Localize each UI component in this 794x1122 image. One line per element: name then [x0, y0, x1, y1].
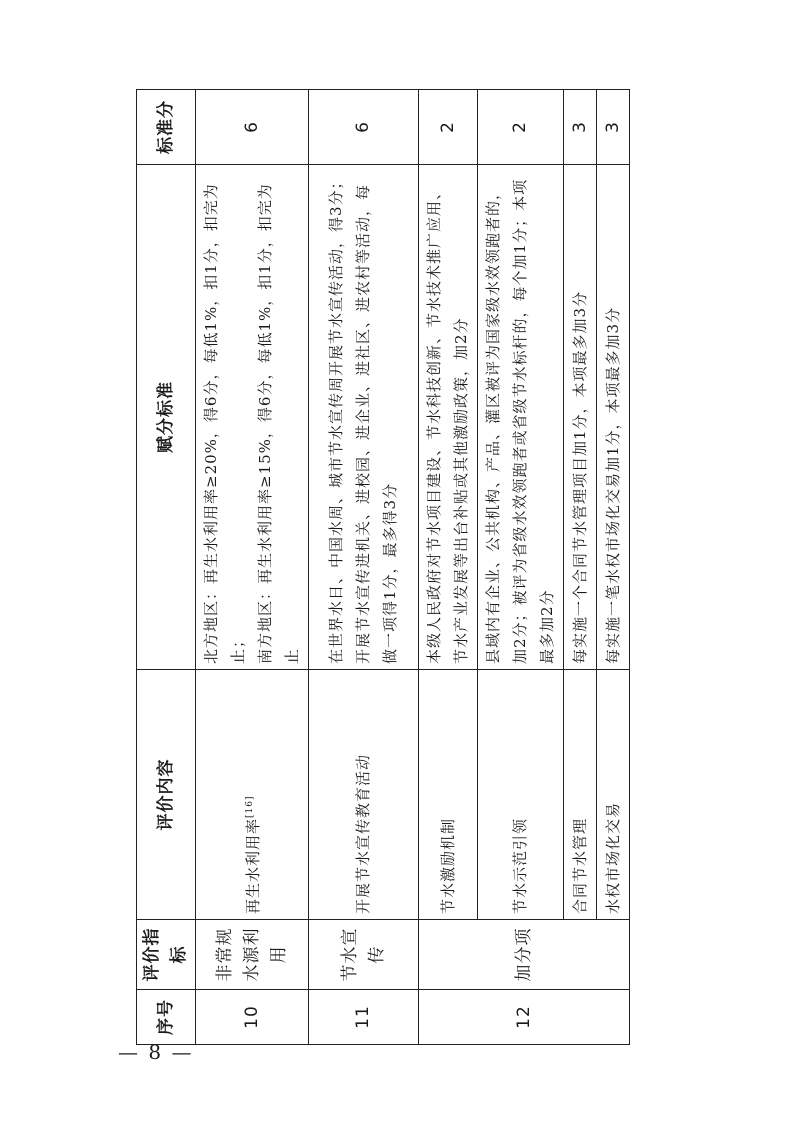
table-row-12b: [478, 90, 564, 1045]
row10-score: 6: [196, 90, 309, 165]
header-indicator: 评价指标: [137, 920, 196, 990]
header-criteria: 赋分标准: [137, 165, 196, 670]
page-number: — 8 —: [118, 1040, 194, 1064]
row11-criteria: [309, 165, 419, 670]
rotated-table-wrapper: [136, 90, 623, 1045]
row12-criteria-4: 每实施一笔水权市场化交易加1分，本项最多加3分: [597, 165, 630, 670]
row12-indicator: 加分项: [419, 920, 630, 990]
row11-content: 开展节水宣传教育活动: [309, 670, 419, 920]
row12-content-2: 节水示范引领: [478, 670, 564, 920]
row12-score-1: 2: [419, 90, 478, 165]
row12-score-4: 3: [597, 90, 630, 165]
evaluation-table: [136, 89, 630, 1045]
row10-indicator: 非常规水源利用: [196, 920, 309, 990]
row10-no: 10: [196, 990, 309, 1045]
row10-content-ref: [16]: [245, 795, 255, 818]
row12-content-1: 节水激励机制: [419, 670, 478, 920]
row10-criteria-south: 南方地区：再生水利用率≥15%，得6分，每低1%，扣1分，扣完为止: [256, 183, 301, 664]
row11-criteria-2: 开展节水宣传进机关、进校园、进企业、进社区、进农村等活动，每做一项得1分，最多得3分: [354, 183, 399, 664]
row12-criteria-3: 每实施一个合同节水管理项目加1分，本项最多加3分: [564, 165, 597, 670]
table-row-10: [196, 90, 309, 1045]
row12-content-3: 合同节水管理: [564, 670, 597, 920]
row12-score-2: 2: [478, 90, 564, 165]
table-row-11: [309, 90, 419, 1045]
row12-content-4: 水权市场化交易: [597, 670, 630, 920]
row11-no: 11: [309, 990, 419, 1045]
row10-criteria-north: 北方地区：再生水利用率≥20%，得6分，每低1%，扣1分，扣完为止；: [202, 183, 247, 664]
row12-score-3: 3: [564, 90, 597, 165]
row10-content-cell: [196, 670, 309, 920]
row10-criteria: [196, 165, 309, 670]
row12-criteria-2: 县域内有企业、公共机构、产品、灌区被评为国家级水效领跑者的，加2分；被评为省级水效领跑者或省级节水标杆的，每个加1分；本项最多加2分: [478, 165, 564, 670]
row10-content: 再生水利用率: [244, 817, 262, 914]
row12-criteria-1: 本级人民政府对节水项目建设、节水科技创新、节水技术推广应用、节水产业发展等出台补贴或其他激励政策，加2分: [419, 165, 478, 670]
row11-indicator: 节水宣传: [309, 920, 419, 990]
table-header-row: [137, 90, 196, 1045]
row11-score: 6: [309, 90, 419, 165]
table-row-12a: [419, 90, 478, 1045]
table-row-12c: [564, 90, 597, 1045]
header-no: 序号: [137, 990, 196, 1045]
row12-no: 12: [419, 990, 630, 1045]
header-score: 标准分: [137, 90, 196, 165]
header-content: 评价内容: [137, 670, 196, 920]
table-row-12d: [597, 90, 630, 1045]
row11-criteria-1: 在世界水日、中国水周、城市节水宣传周开展节水宣传活动，得3分；: [327, 173, 345, 664]
